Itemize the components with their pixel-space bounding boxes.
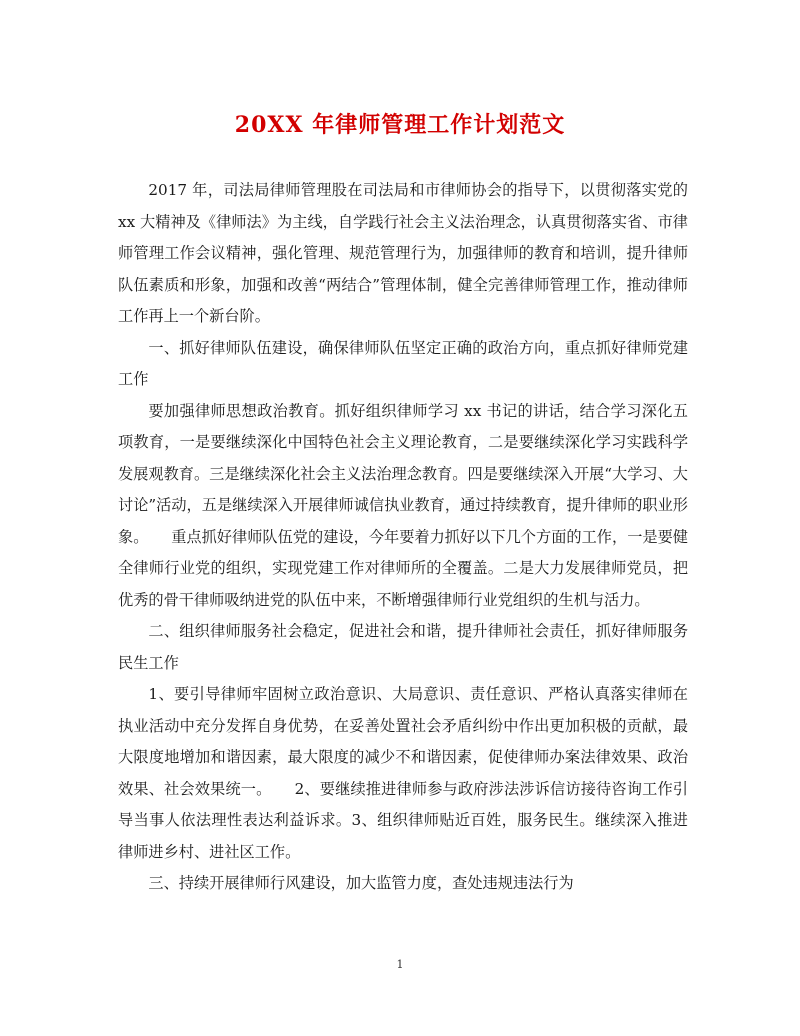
section-heading-2: 二、组织律师服务社会稳定，促进社会和谐，提升律师社会责任，抓好律师服务民生工作 bbox=[118, 622, 688, 672]
section-heading-3: 三、持续开展律师行风建设，加大监管力度，查处违规违法行为 bbox=[148, 874, 574, 892]
document-body bbox=[118, 175, 688, 900]
section-2-body: 1、要引导律师牢固树立政治意识、大局意识、责任意识、严格认真落实律师在执业活动中充分发挥自身优势，在妥善处置社会矛盾纠纷中作出更加积极的贡献，最大限度地增加和谐因素，最大限度的减少不和谐因素，促使律师办案法律效果、政治效果、社会效果统一。 2、要继续推进律师参与政府涉法涉诉信访接待咨询工作引导当事人依法理性表达利益诉求。3、组织律师贴近百姓，服务民生。继续深入推进律师进乡村、进社区工作。 bbox=[118, 685, 688, 861]
page-number: 1 bbox=[396, 958, 404, 971]
section-heading-1: 一、抓好律师队伍建设，确保律师队伍坚定正确的政治方向，重点抓好律师党建工作 bbox=[118, 338, 688, 388]
document-title: 20XX 年律师管理工作计划范文 bbox=[234, 112, 566, 138]
intro-paragraph: 2017 年，司法局律师管理股在司法局和市律师协会的指导下，以贯彻落实党的 xx 大精神及《律师法》为主线，自学践行社会主义法治理念，认真贯彻落实省、市律师管理工作会议精神，强化管理、规范管理行为，加强律师的教育和培训，提升律师队伍素质和形象，加强和改善“两结合”管理体制，健全完善律师管理工作，推动律师工作再上一个新台阶。 bbox=[118, 181, 688, 325]
section-1-body: 要加强律师思想政治教育。抓好组织律师学习 xx 书记的讲话，结合学习深化五项教育，一是要继续深化中国特色社会主义理论教育，二是要继续深化学习实践科学发展观教育。三是继续深化社会主义法治理念教育。四是要继续深入开展“大学习、大讨论”活动，五是继续深入开展律师诚信执业教育，通过持续教育，提升律师的职业形象。 重点抓好律师队伍党的建设，今年要着力抓好以下几个方面的工作，一是要健全律师行业党的组织，实现党建工作对律师所的全覆盖。二是大力发展律师党员，把优秀的骨干律师吸纳进党的队伍中来，不断增强律师行业党组织的生机与活力。 bbox=[118, 401, 688, 609]
